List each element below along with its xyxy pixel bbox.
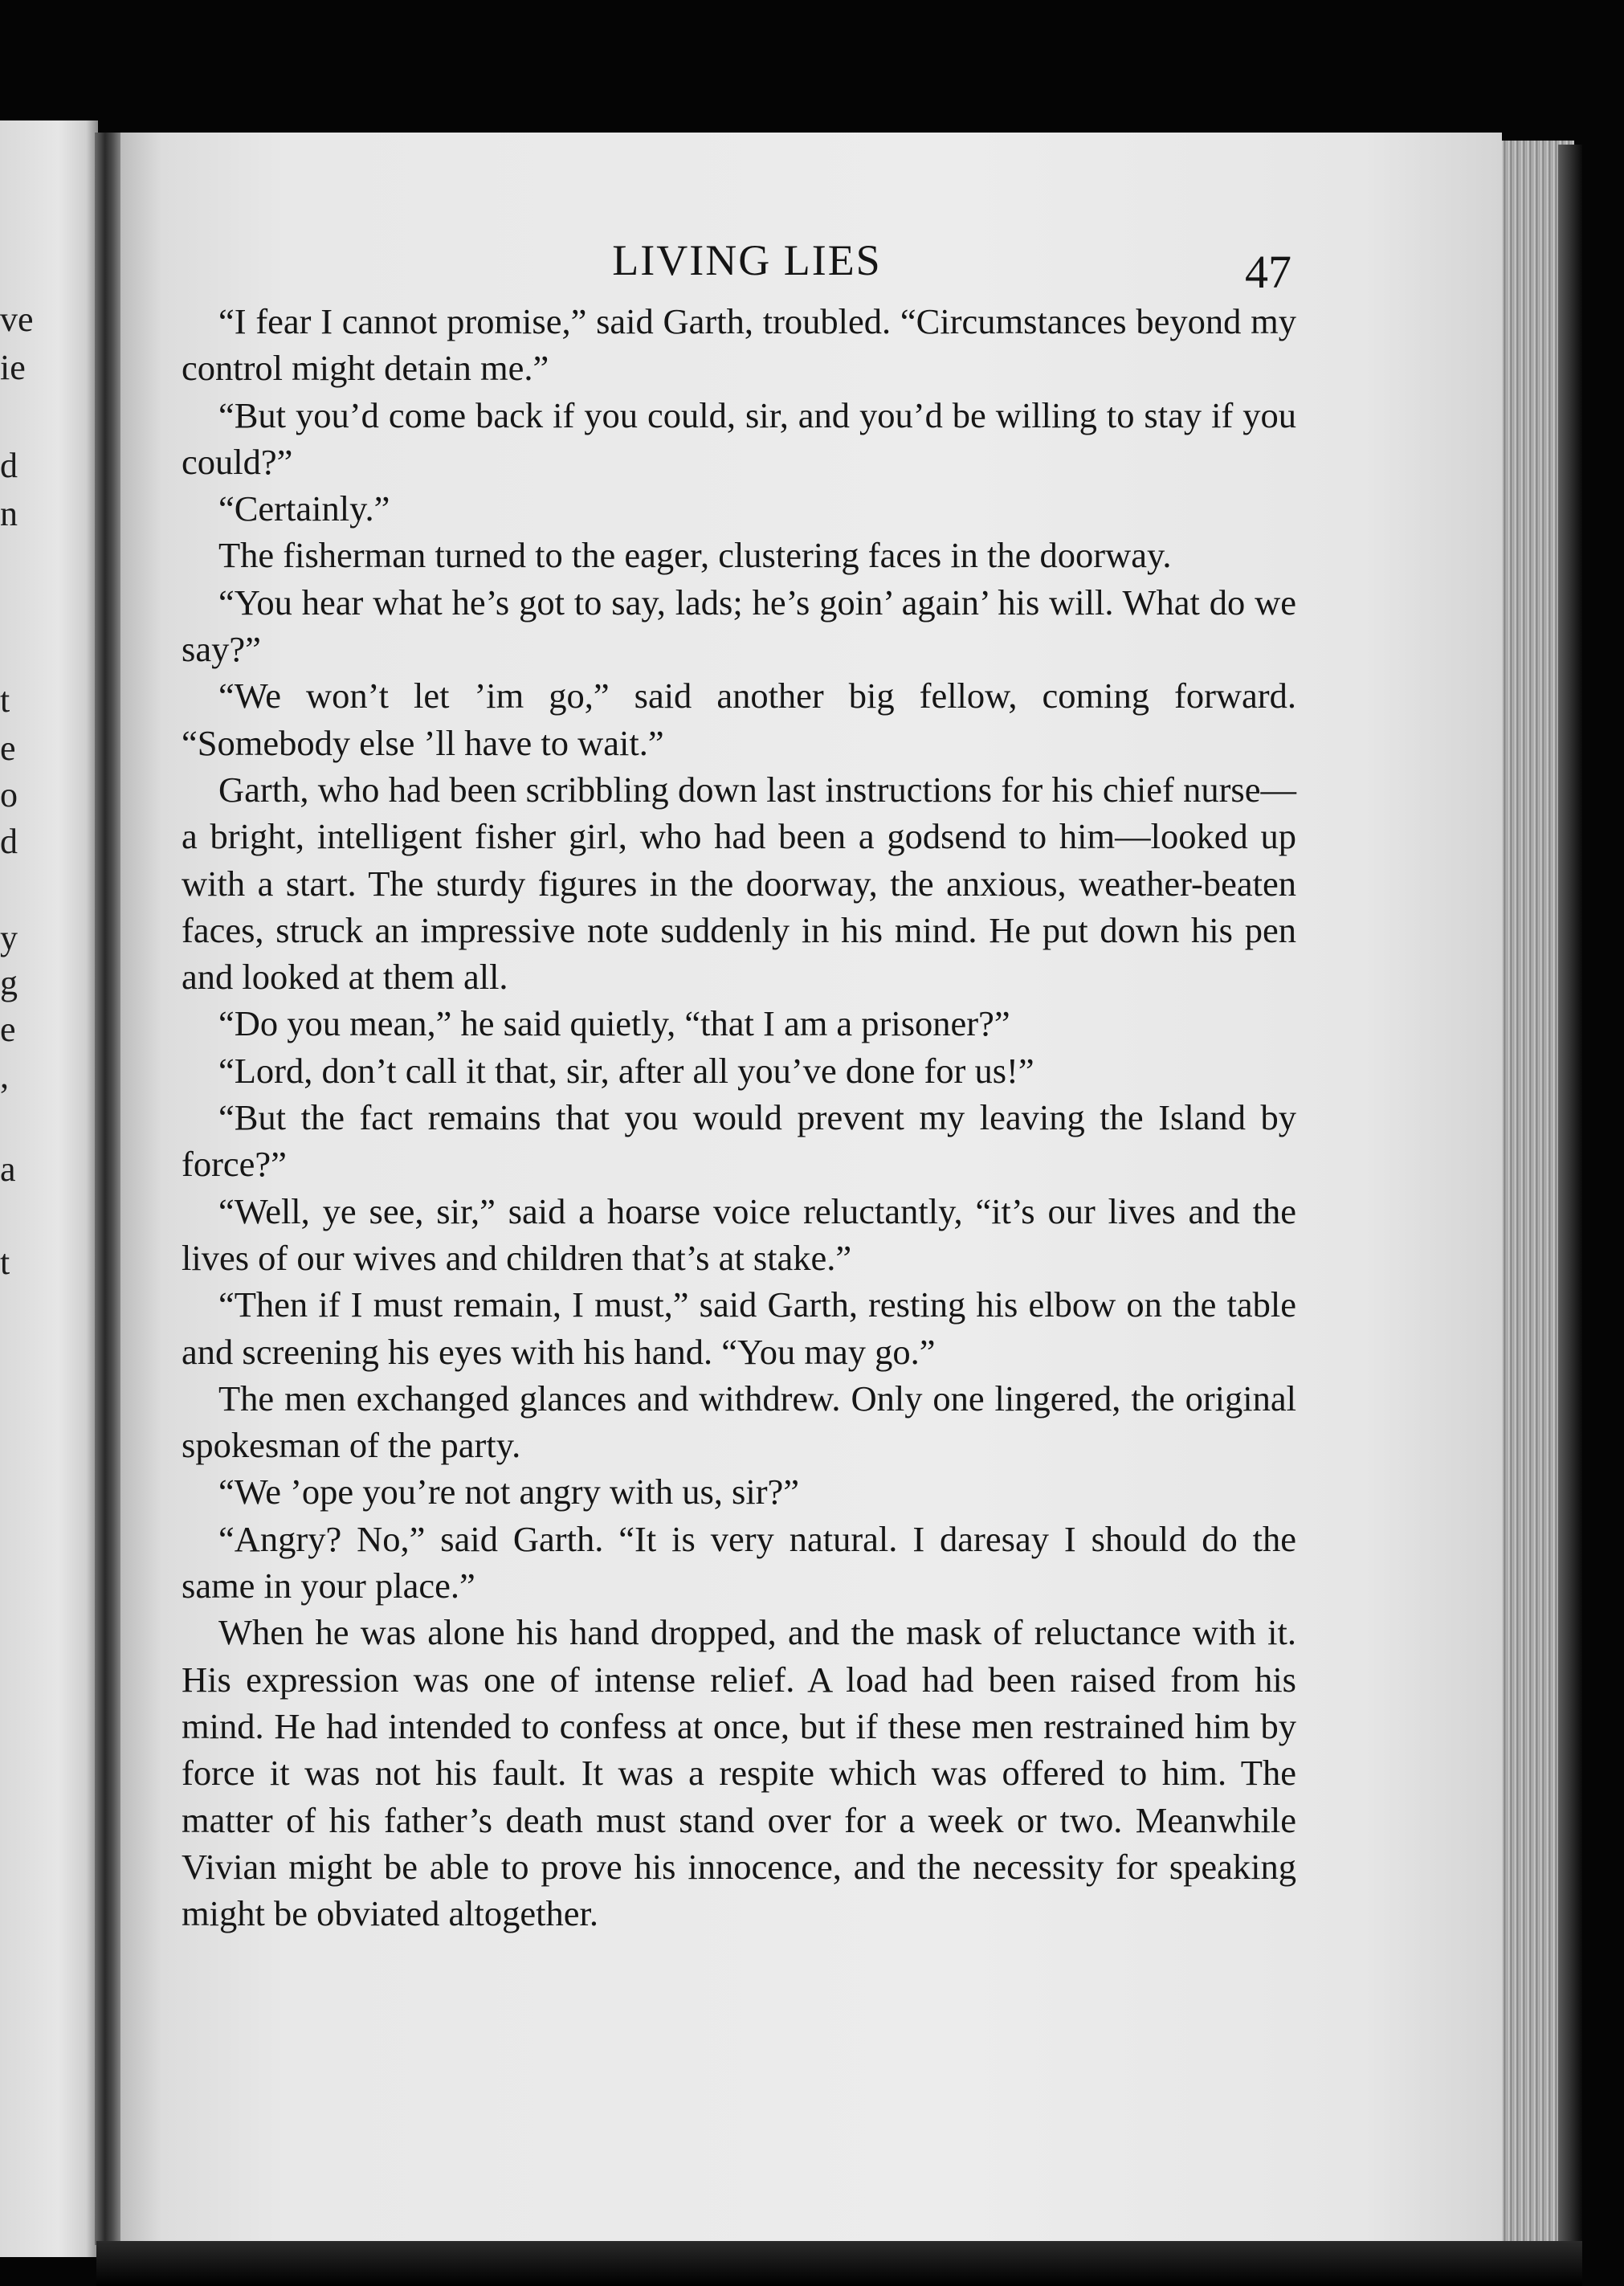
book-gutter [95, 133, 124, 2245]
left-page-fragment: d [0, 822, 18, 861]
page-body-text [182, 298, 1296, 1937]
paragraph: “I fear I cannot promise,” said Garth, troubled. “Circumstances beyond my control might detain me.” [182, 301, 1296, 389]
left-page-fragment: d [0, 446, 18, 485]
left-page-fragment: ie [0, 348, 26, 387]
left-page-fragment: t [0, 680, 10, 720]
paragraph: “But you’d come back if you could, sir, and you’d be willing to stay if you could?” [182, 394, 1296, 482]
paragraph: The fisherman turned to the eager, clustering faces in the doorway. [218, 535, 1172, 576]
book-page [120, 133, 1502, 2245]
left-page-fragment: o [0, 775, 18, 814]
left-page-fragment: y [0, 918, 18, 957]
page-number: 47 [1245, 246, 1291, 298]
paragraph: “Well, ye see, sir,” said a hoarse voice reluctantly, “it’s our lives and the lives of our wives and children that’s at stake.” [182, 1190, 1296, 1278]
previous-page-edge [0, 120, 98, 2257]
paragraph: “Certainly.” [218, 488, 390, 529]
left-page-fragment: e [0, 1010, 16, 1049]
paragraph: “We ’ope you’re not angry with us, sir?” [218, 1472, 800, 1512]
left-page-fragment: a [0, 1149, 16, 1189]
left-page-fragment: e [0, 729, 16, 768]
left-page-fragment: t [0, 1243, 10, 1282]
paragraph: “We won’t let ’im go,” said another big fellow, coming forward. “Somebody else ’ll have to wait.” [182, 676, 1296, 763]
running-head: LIVING LIES [612, 236, 882, 284]
paragraph: “Do you mean,” he said quietly, “that I am a prisoner?” [218, 1003, 1010, 1044]
left-page-fragment: , [0, 1056, 9, 1096]
left-page-fragment: g [0, 963, 18, 1002]
paragraph: “You hear what he’s got to say, lads; he’s goin’ again’ his will. What do we say?” [182, 582, 1296, 670]
paragraph: “Then if I must remain, I must,” said Garth, resting his elbow on the table and screening his eyes with his hand. “You may go.” [182, 1284, 1296, 1372]
left-page-fragment: n [0, 494, 18, 533]
paragraph: “Lord, don’t call it that, sir, after all you’ve done for us!” [218, 1050, 1034, 1091]
page-edges-shadow [1558, 145, 1582, 2265]
paragraph: Garth, who had been scribbling down last instructions for his chief nurse—a bright, intelligent fisher girl, who had been a godsend to him—looked up with a start. The sturdy figures in the doorway, the anxious, weather-beaten faces, struck an impressive note suddenly in his mind. He put down his pen and looked at them all. [182, 769, 1296, 998]
paragraph: When he was alone his hand dropped, and the mask of reluctance with it. His expression was one of intense relief. A load had been raised from his mind. He had intended to confess at once, but if these men restrained him by force it was not his fault. It was a respite which was offered to him. The matter of his father’s death must stand over for a week or two. Meanwhile Vivian might be able to prove his innocence, and the necessity for speaking might be obviated altogether. [182, 1612, 1296, 1934]
paragraph: The men exchanged glances and withdrew. Only one lingered, the original spokesman of the party. [182, 1378, 1296, 1466]
paragraph: “Angry? No,” said Garth. “It is very natural. I daresay I should do the same in your place.” [182, 1518, 1296, 1606]
paragraph: “But the fact remains that you would prevent my leaving the Island by force?” [182, 1097, 1296, 1185]
left-page-fragment: ve [0, 300, 34, 339]
bottom-shadow [96, 2241, 1582, 2286]
